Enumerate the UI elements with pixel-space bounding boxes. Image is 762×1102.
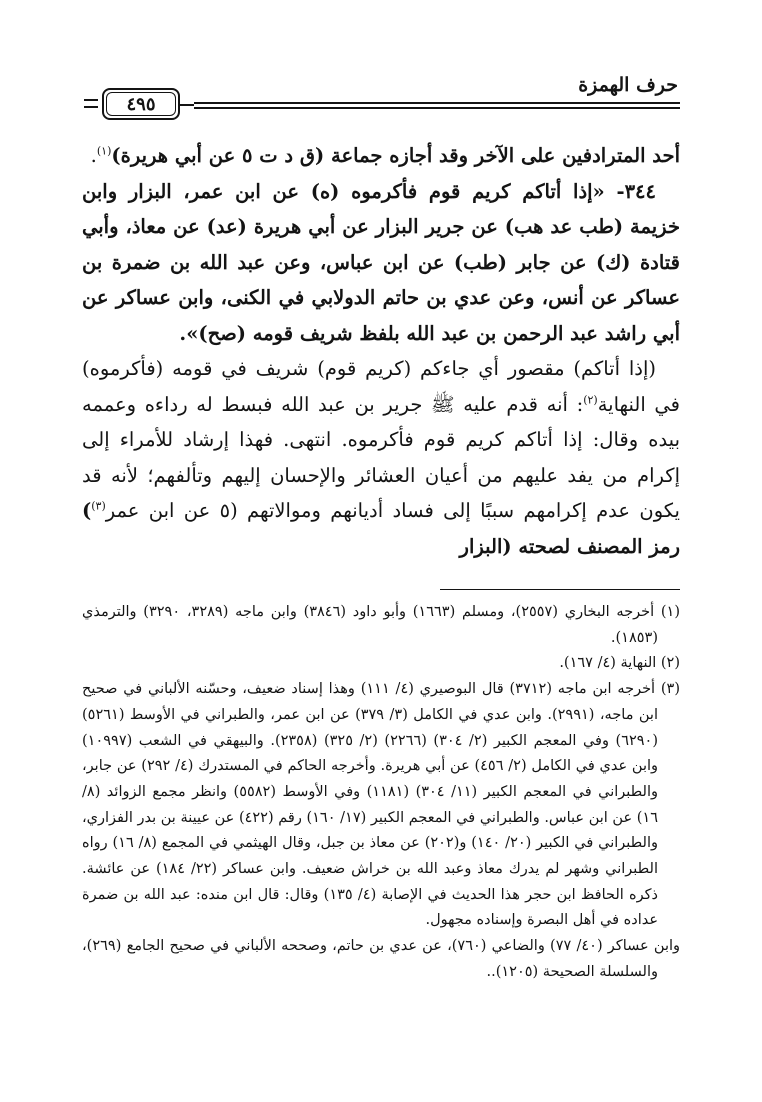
commentary-paragraph — [82, 351, 680, 564]
commentary-text-3: ) رمز المصنف لصحته (البزار — [82, 499, 680, 558]
paragraph-1-text: أحد المترادفين على الآخر وقد أجازه جماعة (ق د ت ٥ عن أبي هريرة) — [111, 144, 680, 167]
page-number: ٤٩٥ — [106, 92, 176, 116]
commentary-text-2: : أنه قدم عليه ﷺ جرير بن عبد الله فبسط له رداءه وعممه بيده وقال: إذا أتاكم كريم قوم فأكرموه. انتهى. فهذا إرشاد للأمراء إلى إكرام من يفد عليهم من أعيان العشائر والإحسان إليهم وتألفهم؛ لأنه قد يكون عدم إكرامهم سببًا إلى فساد أديانهم وموالاتهم (٥ عن ابن عمر — [82, 392, 680, 522]
running-header-title: حرف الهمزة — [578, 74, 678, 96]
header-double-rule — [194, 102, 680, 109]
main-text — [82, 138, 680, 564]
footnote-3: (٣) أخرجه ابن ماجه (٣٧١٢) قال البوصيري (٤/ ١١١) وهذا إسناد ضعيف، وحسّنه الألباني في صحيح ابن ماجه، (٢٩٩١). وابن عدي في الكامل (٣/ ٣٧٩) عن ابن عمر، والطبراني في الأوسط (٥٢٦١) (٦٢٩٠) وفي المعجم الكبير (٢/ ٣٠٤) (٢٢٦٦) (٢/ ٣٢٥) (٢٣٥٨). والبيهقي في الشعب (١٠٩٩٧) وابن عدي في الكامل (٢/ ٤٥٦) عن أبي هريرة. وأخرجه الحاكم في المستدرك (٤/ ٢٩٢) عن جابر، والطبراني في المعجم الكبير (١١/ ٣٠٤) (١١٨١) وفي الأوسط (٥٥٨٢) وانظر مجمع الزوائد (٨/ ١٦) عن ابن عباس. والطبراني في المعجم الكبير (١٧/ ١٦٠) رقم (٤٢٢) عن عيينة بن بدر الفزاري، والطبراني في الكبير (٢٠/ ١٤٠) و(٢٠٢) عن معاذ بن جبل، وقال الهيثمي في المجمع (٨/ ١٦) رواه الطبراني وشهر لم يدرك معاذ وعبد الله بن خراش ضعيف. وابن عساكر (٢٢/ ١٨٤) عن عائشة. ذكره الحافظ ابن حجر هذا الحديث في الإصابة (٤/ ١٣٥) وقال: قال ابن منده: عبد الله بن ضمرة عداده في أهل البصرة وإسناده مجهول. — [82, 681, 680, 929]
footnote-1: (١) أخرجه البخاري (٢٥٥٧)، ومسلم (١٦٦٣) وأبو داود (٣٨٤٦) وابن ماجه (٣٢٨٩، ٣٢٩٠) والترمذي (١٨٥٣). — [82, 604, 681, 646]
footnote-ref-2: (٢) — [583, 393, 598, 406]
footnote-3-continuation: وابن عساكر (٤٠/ ٧٧) والضاعي (٧٦٠)، عن عدي بن حاتم، وصححه الألباني في صحيح الجامع (٢٦٩)، والسلسلة الصحيحة (١٢٠٥).. — [82, 938, 681, 980]
footnote-ref-3: (٣) — [91, 499, 106, 513]
footnote-ref-1: (١) — [96, 144, 112, 158]
footnote-2: (٢) النهاية (٤/ ١٦٧). — [559, 655, 680, 672]
footnote-separator — [440, 589, 680, 590]
paragraph-continuation: أحد المترادفين على الآخر وقد أجازه جماعة (ق د ت ٥ عن أبي هريرة)$^{(١)}$. — [90, 144, 680, 167]
header-rule-link — [180, 104, 194, 106]
header-equals-mark — [84, 99, 98, 108]
footnotes — [82, 600, 680, 986]
page-number-frame — [102, 88, 180, 120]
hadith-344: ٣٤٤- «إذا أتاكم كريم قوم فأكرموه (ه) عن ابن عمر، البزار وابن خزيمة (طب عد هب) عن جرير البزار عن أبي هريرة (عد) عن معاذ، وأبي قتادة (ك) عن جابر (طب) عن ابن عباس، وعن عبد الله بن ضمرة بن عساكر عن أنس، وعن عدي بن حاتم الدولابي في الكنى، وابن عساكر عن أبي راشد عبد الرحمن بن عبد الله بلفظ شريف قومه (صح)». — [82, 179, 680, 345]
commentary-text-1: (إذا أتاكم) مقصور أي جاءكم (كريم قوم) شريف في قومه (فأكرموه) في النهاية — [82, 357, 680, 416]
